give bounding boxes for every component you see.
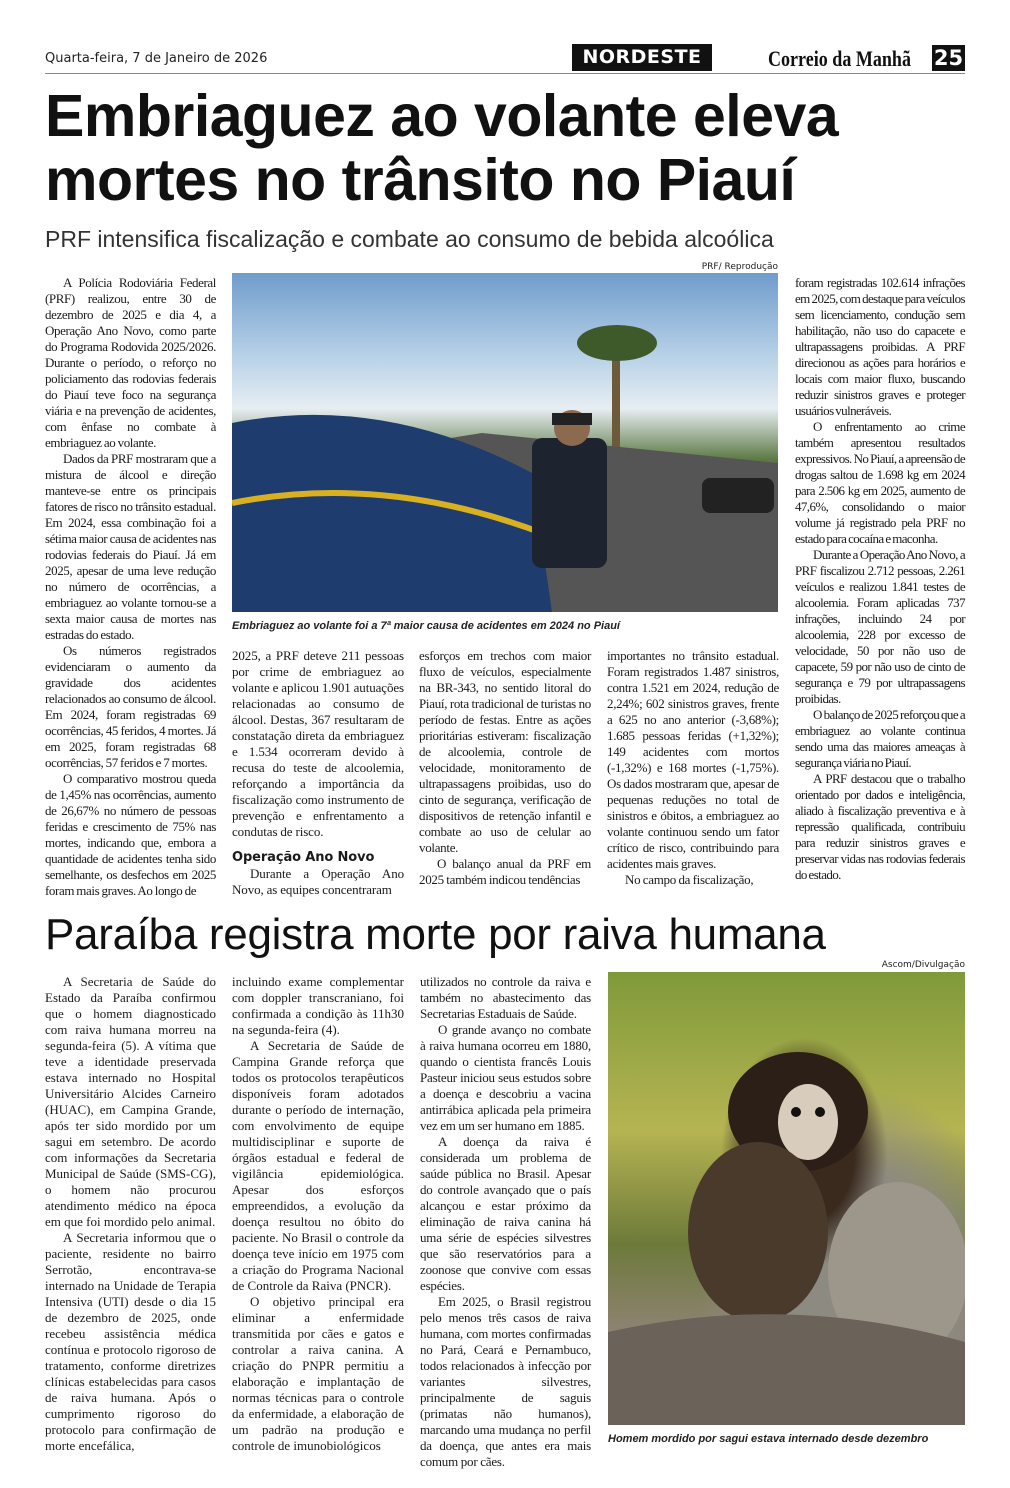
paragraph: O grande avanço no combate à raiva humana ocorreu em 1880, quando o cientista francês Louis Pasteur iniciou seus estudos sobre a doença e descobriu a vacina antirrábica aplicada pela primeira vez em um ser humano em 1885.	[420, 1022, 591, 1133]
article2-column-3	[420, 974, 591, 1470]
article2-headline: Paraíba registra morte por raiva humana	[45, 910, 826, 959]
section-label: NORDESTE	[572, 44, 712, 71]
issue-date: Quarta-feira, 7 de Janeiro de 2026	[45, 51, 268, 66]
photo-caption: Embriaguez ao volante foi a 7ª maior causa de acidentes em 2024 no Piauí	[232, 620, 620, 632]
paragraph: Os números registrados evidenciaram o aumento da gravidade dos acidentes relacionados ao consumo de álcool. Em 2024, foram registradas 69 ocorrências, 45 feridos, 4 mortes. Já em 2025, foram registradas 68 ocorrências, 57 feridos e 7 mortes.	[45, 643, 216, 770]
paragraph: O enfrentamento ao crime também apresentou resultados expressivos. No Piauí, a apreensão de drogas saltou de 1.698 kg em 2024 para 2.506 kg em 2025, aumento de 47,6%, consolidando o maior volume já registrado pela PRF no estado para cocaína e maconha.	[795, 419, 965, 546]
photo-caption: Homem mordido por sagui estava internado desde dezembro	[608, 1433, 929, 1445]
article1-headline: Embriaguez ao volante eleva mortes no trânsito no Piauí	[45, 83, 839, 213]
article1-column-1	[45, 275, 216, 899]
paragraph: incluindo exame complementar com doppler transcraniano, foi confirmada a condição às 11h30 na segunda-feira (4).	[232, 974, 404, 1037]
paragraph: A PRF destacou que o trabalho orientado por dados e inteligência, aliado à fiscalização preventiva e à repressão qualificada, contribuiu para reduzir sinistros graves e preservar vidas nas rodovias federais do estado.	[795, 771, 965, 882]
paragraph: importantes no trânsito estadual. Foram registrados 1.487 sinistros, contra 1.521 em 2024, redução de 2,24%; 602 sinistros graves, frente a 625 no ano anterior (-3,68%); 1.685 pessoas feridas (+1,32%); 149 acidentes com mortos (-1,32%) e 168 mortes (-1,75%). Os dados mostraram que, apesar de pequenas reduções no total de sinistros e óbitos, a embriaguez ao volante continuou sendo um fator crítico de risco, contribuindo para acidentes mais graves.	[607, 648, 779, 871]
page-number: 25	[933, 46, 964, 70]
paragraph: Em 2025, o Brasil registrou pelo menos três casos de raiva humana, com mortes confirmadas no Pará, Ceará e Pernambuco, todos relacionados à infecção por variantes silvestres, principalmente de saguis (primatas não humanos), marcando uma mudança no perfil da doença, que antes era mais comum por cães.	[420, 1294, 591, 1469]
paragraph: A Secretaria de Saúde do Estado da Paraíba confirmou que o homem diagnosticado com raiva humana morreu na segunda-feira (5). A vítima que teve a identidade preservada estava internado no Hospital Universitário Alcides Carneiro (HUAC), em Campina Grande, após ter sido mordido por um sagui em setembro. De acordo com informações da Secretaria Municipal de Saúde (SMS-CG), o homem não procurou atendimento médico na época em que foi mordido pelo animal.	[45, 974, 216, 1229]
paragraph: O balanço de 2025 reforçou que a embriaguez ao volante continua sendo uma das maiores ameaças à segurança viária no Piauí.	[795, 707, 965, 770]
paragraph: 2025, a PRF deteve 211 pessoas por crime de embriaguez ao volante e aplicou 1.901 autuações relacionadas ao consumo de álcool. Destas, 367 resultaram de constatação direta da embriaguez e 1.534 ocorreram devido à recusa do teste de alcoolemia, reforçando a importância da fiscalização como instrumento de prevenção e enfrentamento a condutas de risco.	[232, 648, 404, 839]
prf-officer-photo	[232, 273, 778, 612]
marmoset-photo	[608, 972, 965, 1425]
paragraph: O comparativo mostrou queda de 1,45% nas ocorrências, aumento de 26,67% no número de pessoas feridas e crescimento de 75% nas mortes, indicando que, embora a quantidade de acidentes tenha sido semelhante, os desfechos em 2025 foram mais graves. Ao longo de	[45, 771, 216, 898]
article1-column-4	[607, 648, 779, 888]
header-divider	[45, 73, 965, 74]
paragraph: O balanço anual da PRF em 2025 também indicou tendências	[419, 856, 591, 887]
paragraph: esforços em trechos com maior fluxo de veículos, especialmente na BR-343, no sentido litoral do Piauí, rota tradicional de turistas no período de festas. Entre as ações prioritárias estiveram: fiscalização de alcoolemia, controle de velocidade, monitoramento de ultrapassagens proibidas, uso do cinto de segurança, verificação de dispositivos de retenção infantil e combate ao uso de celular ao volante.	[419, 648, 591, 855]
paragraph: foram registradas 102.614 infrações em 2025, com destaque para veículos sem licenciamento, condução sem habilitação, não uso do capacete e ultrapassagens proibidas. A PRF direcionou as ações para horários e locais com maior fluxo, buscando reduzir sinistros graves e proteger usuários vulneráveis.	[795, 275, 965, 418]
photo-credit: Ascom/Divulgação	[881, 960, 965, 970]
article1-subhead: PRF intensifica fiscalização e combate ao consumo de bebida alcoólica	[45, 226, 774, 252]
article2-column-1	[45, 974, 216, 1454]
newspaper-logo: Correio da Manhã	[768, 46, 911, 71]
paragraph: A doença da raiva é considerada um problema de saúde pública no Brasil. Apesar do controle avançado que o país alcançou e estar próximo da eliminação de raiva canina há uma série de espécies silvestres que são reservatórios para a zoonose que convive com essas espécies.	[420, 1134, 591, 1293]
subheading: Operação Ano Novo	[232, 850, 375, 865]
article1-column-2	[232, 648, 404, 898]
paragraph: Durante a Operação Ano Novo, as equipes concentraram	[232, 866, 404, 897]
paragraph: A Secretaria informou que o paciente, residente no bairro Serrotão, encontrava-se internado na Unidade de Terapia Intensiva (UTI) desde o dia 15 de dezembro de 2025, onde recebeu assistência médica contínua e protocolo rigoroso de tratamento, conforme diretrizes clínicas estabelecidas para casos de raiva humana. Após o cumprimento rigoroso do protocolo para confirmação de morte encefálica,	[45, 1230, 216, 1453]
paragraph: A Polícia Rodoviária Federal (PRF) realizou, entre 30 de dezembro de 2025 e dia 4, a Operação Ano Novo, como parte do Programa Rodovida 2025/2026. Durante o período, o reforço no policiamento das rodovias federais do Piauí teve foco na segurança viária e na prevenção de acidentes, com ênfase no combate à embriaguez ao volante.	[45, 275, 216, 450]
paragraph: A Secretaria de Saúde de Campina Grande reforça que todos os protocolos terapêuticos disponíveis foram adotados durante o período de internação, com envolvimento de equipe multidisciplinar e suporte de órgãos estadual e federal de vigilância epidemiológica. Apesar dos esforços empreendidos, a evolução da doença resultou no óbito do paciente. No Brasil o controle da doença teve início em 1975 com a criação do Programa Nacional de Controle da Raiva (PNCR).	[232, 1038, 404, 1293]
paragraph: Dados da PRF mostraram que a mistura de álcool e direção manteve-se entre os principais fatores de risco no trânsito estadual. Em 2024, essa combinação foi a sétima maior causa de acidentes nas rodovias federais do Piauí. Já em 2025, apesar de uma leve redução no número de ocorrências, a embriaguez ao volante tornou-se a sexta maior causa de mortes nas estradas do estado.	[45, 451, 216, 642]
paragraph: Durante a Operação Ano Novo, a PRF fiscalizou 2.712 pessoas, 2.261 veículos e realizou 1.841 testes de alcoolemia. Foram aplicadas 737 infrações, incluindo 24 por alcoolemia, 228 por excesso de velocidade, 50 por não uso de capacete, 59 por não uso de cinto de segurança e 79 por ultrapassagens proibidas.	[795, 547, 965, 706]
article1-column-3	[419, 648, 591, 888]
paragraph: O objetivo principal era eliminar a enfermidade transmitida por cães e gatos e controlar a raiva canina. A criação do PNPR permitiu a elaboração e implantação de normas técnicas para o controle da enfermidade, a elaboração de um padrão na produção e controle de imunobiológicos	[232, 1294, 404, 1453]
article1-column-5	[795, 275, 965, 883]
photo-credit: PRF/ Reprodução	[701, 262, 778, 272]
article2-column-2	[232, 974, 404, 1454]
paragraph: No campo da fiscalização,	[625, 872, 754, 887]
paragraph: utilizados no controle da raiva e também no abastecimento das Secretarias Estaduais de Saúde.	[420, 974, 591, 1021]
